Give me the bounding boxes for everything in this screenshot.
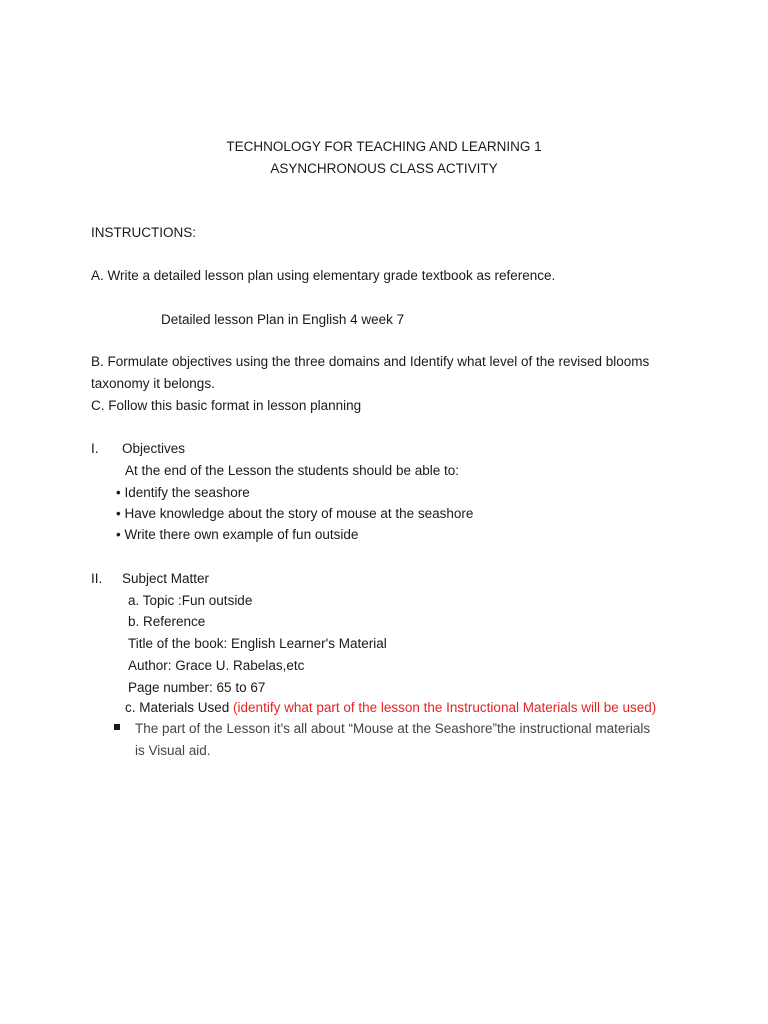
- objective-item: • Write there own example of fun outside: [116, 527, 359, 542]
- subject-reference: b. Reference: [128, 614, 206, 629]
- section2-title: Subject Matter: [122, 571, 210, 586]
- instruction-a: A. Write a detailed lesson plan using elementary grade textbook as reference.: [91, 268, 556, 283]
- document-subtitle: ASYNCHRONOUS CLASS ACTIVITY: [270, 161, 498, 176]
- document-title: TECHNOLOGY FOR TEACHING AND LEARNING 1: [226, 139, 542, 154]
- reference-pages: Page number: 65 to 67: [128, 680, 266, 695]
- instruction-c: C. Follow this basic format in lesson planning: [91, 398, 362, 413]
- section1-title: Objectives: [122, 441, 186, 456]
- materials-answer-line1: The part of the Lesson it's all about “Mouse at the Seashore”the instructional materials: [135, 721, 651, 736]
- square-bullet-icon: [114, 724, 120, 730]
- section1-numeral: I.: [91, 441, 99, 456]
- instruction-b-line1: B. Formulate objectives using the three domains and Identify what level of the revised blooms: [91, 354, 650, 369]
- materials-answer-line2: is Visual aid.: [135, 743, 211, 758]
- objective-item: • Have knowledge about the story of mouse at the seashore: [116, 506, 474, 521]
- instruction-b-line2: taxonomy it belongs.: [91, 376, 215, 391]
- lesson-plan-title: Detailed lesson Plan in English 4 week 7: [161, 312, 405, 327]
- materials-used-note: (identify what part of the lesson the Instructional Materials will be used): [233, 700, 657, 715]
- section1-intro: At the end of the Lesson the students should be able to:: [125, 463, 459, 478]
- instructions-heading: INSTRUCTIONS:: [91, 225, 197, 240]
- reference-book-title: Title of the book: English Learner's Material: [128, 636, 387, 651]
- materials-used-label: c. Materials Used: [125, 700, 234, 715]
- materials-used-line: [125, 697, 656, 718]
- objective-item: • Identify the seashore: [116, 485, 250, 500]
- reference-author: Author: Grace U. Rabelas,etc: [128, 658, 305, 673]
- section2-numeral: II.: [91, 571, 103, 586]
- subject-topic: a. Topic :Fun outside: [128, 593, 253, 608]
